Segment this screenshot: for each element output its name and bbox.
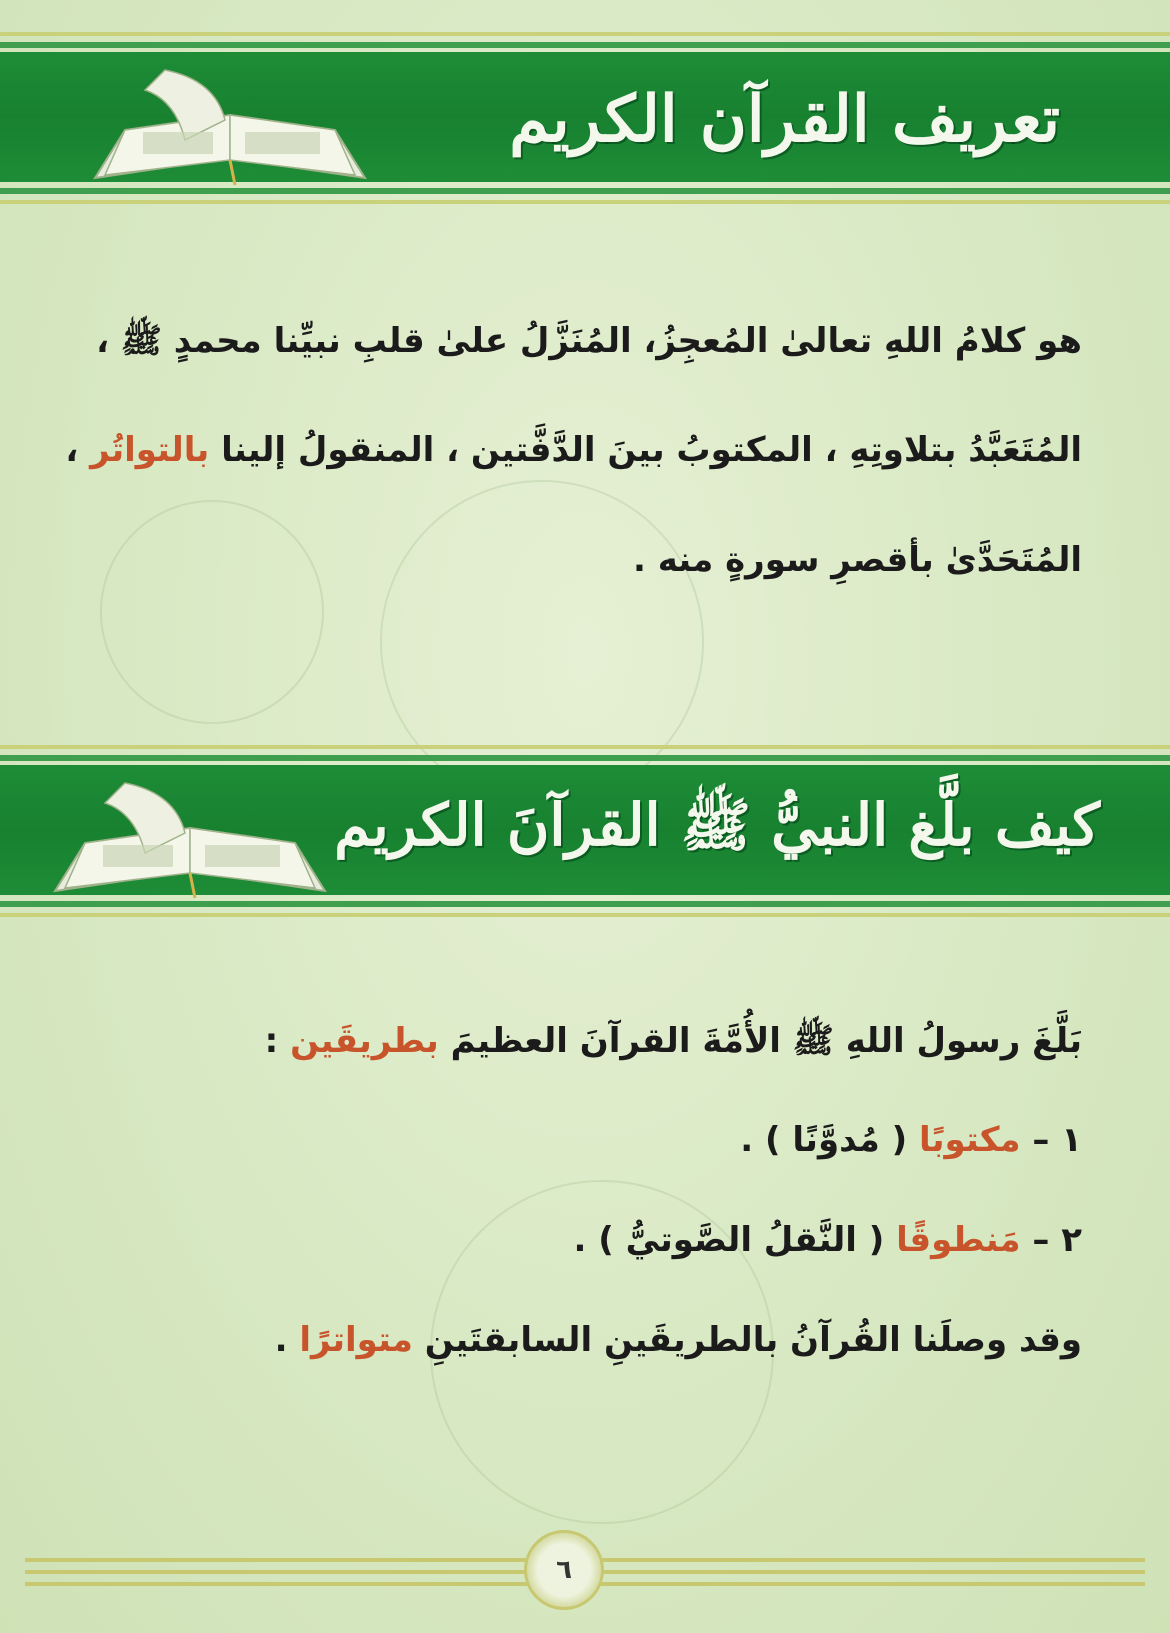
definition-line-2: [40, 430, 1082, 470]
intro-text: بَلَّغَ رسولُ اللهِ ﷺ الأُمَّةَ القرآنَ العظيمَ: [438, 1021, 1082, 1061]
definition-text-2-end: ،: [65, 430, 91, 470]
list-item-spoken: [40, 1220, 1082, 1260]
definition-line-3: [40, 540, 1082, 580]
highlight-spoken: مَنطوقًا: [896, 1220, 1021, 1260]
list-item-written: [40, 1120, 1082, 1160]
closing-end: .: [274, 1320, 300, 1360]
background-ornament: [100, 500, 324, 724]
list-text-2: ( النَّقلُ الصَّوتيُّ ) .: [573, 1220, 897, 1260]
definition-line-1: [40, 320, 1082, 369]
definition-text-2: المُتَعَبَّدُ بتلاوتِهِ ، المكتوبُ بينَ الدَّفَّتين ، المنقولُ إلينا: [209, 430, 1082, 470]
definition-text-1: هو كلامُ اللهِ تعالىٰ المُعجِزُ، المُنَزَّلُ علىٰ قلبِ نبيِّنا محمدٍ ﷺ ،: [96, 321, 1082, 361]
definition-text-3: المُتَحَدَّىٰ بأقصرِ سورةٍ منه .: [632, 540, 1082, 580]
highlight-written: مكتوبًا: [918, 1120, 1021, 1160]
page-number: ٦: [524, 1530, 604, 1610]
section-title-transmission: كيف بلَّغ النبيُّ ﷺ القرآنَ الكريم: [334, 791, 1100, 859]
section-banner-transmission: [0, 735, 1170, 925]
section-title-definition: تعريف القرآن الكريم: [509, 81, 1060, 157]
highlight-mutawatir: متواترًا: [299, 1320, 413, 1360]
list-number-2: ٢ –: [1020, 1220, 1082, 1260]
highlight-tawatur: بالتواتُر: [90, 430, 210, 470]
transmission-intro: [40, 1020, 1082, 1069]
transmission-closing: [40, 1320, 1082, 1360]
page-footer: [0, 1530, 1170, 1610]
highlight-two-ways: بطريقَين: [290, 1021, 439, 1061]
closing-text: وقد وصلَنا القُرآنُ بالطريقَينِ السابقتَينِ: [412, 1320, 1082, 1360]
intro-end: :: [264, 1021, 291, 1061]
list-text-1: ( مُدوَّنًا ) .: [740, 1120, 919, 1160]
section-banner-definition: [0, 22, 1170, 212]
open-book-icon: [45, 773, 335, 903]
open-book-icon: [85, 60, 375, 190]
list-number-1: ١ –: [1020, 1120, 1082, 1160]
